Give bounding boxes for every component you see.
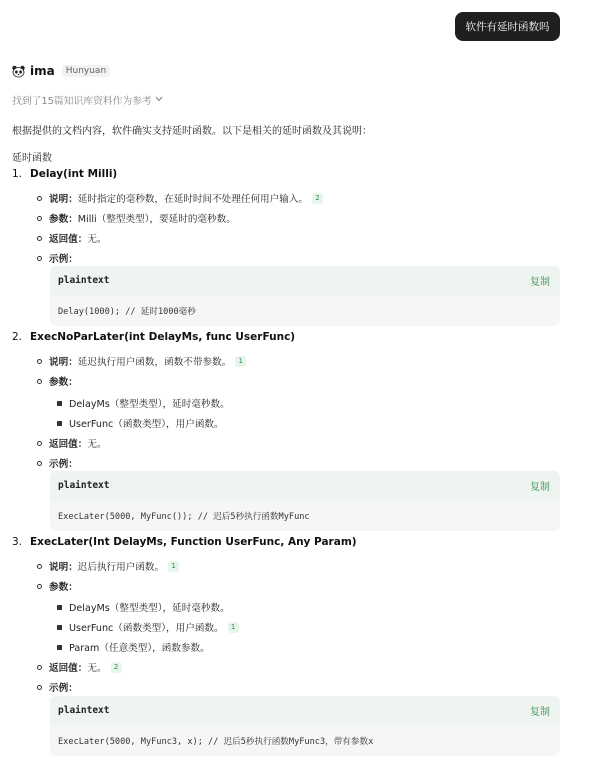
square-bullet-icon [57, 605, 62, 610]
param-text: DelayMs（整型类型），延时毫秒数。 [69, 603, 230, 614]
list-item-1-title [12, 168, 117, 180]
bot-header [12, 63, 110, 79]
return-text: 无。 [87, 439, 107, 450]
return-text: 无。 [87, 234, 107, 245]
label: 说明 [49, 562, 69, 573]
circle-bullet-icon [37, 196, 42, 201]
code-language: plaintext [58, 705, 110, 716]
params-text: Milli（整型类型），要延时的毫秒数。 [77, 214, 236, 225]
reference-badge[interactable]: 1 [228, 622, 239, 633]
circle-bullet-icon [37, 236, 42, 241]
reference-badge[interactable]: 1 [168, 561, 179, 572]
return-text: 无。 [87, 663, 107, 674]
references-label: 找到了15篇知识库资料作为参考 [12, 96, 152, 107]
code-content: ExecLater(5000, MyFunc3, x); // 迟后5秒执行函数MyFunc3，带有参数x [58, 736, 374, 747]
label: 说明 [49, 357, 69, 368]
list-item-2-title [12, 331, 295, 343]
param-item [57, 640, 210, 654]
param-item [57, 600, 230, 614]
code-content: ExecLater(5000, MyFunc()); // 迟后5秒执行函数MyFunc [58, 511, 310, 522]
description-text: 延时指定的毫秒数，在延时时间不处理任何用户输入。 [77, 194, 309, 205]
reference-badge[interactable]: 2 [312, 193, 323, 204]
item-2-params: 参数 ： [37, 374, 78, 388]
list-number: 1. [12, 168, 23, 180]
square-bullet-icon [57, 625, 62, 630]
square-bullet-icon [57, 401, 62, 406]
item-3-example: 示例 ： [37, 680, 78, 694]
function-signature: Delay(int Milli) [30, 168, 118, 180]
item-1-return: 返回值 ： 无。 [37, 231, 107, 245]
item-1-description: 说明 ： 延时指定的毫秒数，在延时时间不处理任何用户输入。 2 [37, 191, 323, 205]
item-1-example: 示例 ： [37, 251, 78, 265]
param-item [57, 416, 224, 430]
copy-button[interactable]: 复制 [530, 277, 550, 288]
panda-avatar-icon [12, 65, 25, 78]
copy-button[interactable]: 复制 [530, 482, 550, 493]
circle-bullet-icon [37, 256, 42, 261]
circle-bullet-icon [37, 685, 42, 690]
label: 示例 [49, 683, 69, 694]
circle-bullet-icon [37, 564, 42, 569]
code-header [50, 696, 560, 725]
list-number: 3. [12, 536, 23, 548]
label: 返回值 [49, 439, 78, 450]
circle-bullet-icon [37, 441, 42, 446]
param-text: UserFunc（函数类型），用户函数。 [69, 623, 224, 634]
label: 参数 [49, 214, 69, 225]
bot-name: ima [30, 64, 55, 78]
description-text: 迟后执行用户函数。 [77, 562, 165, 573]
code-content: Delay(1000); // 延时1000毫秒 [58, 306, 196, 317]
copy-button[interactable]: 复制 [530, 707, 550, 718]
item-3-description: 说明 ： 迟后执行用户函数。 1 [37, 559, 179, 573]
item-2-return: 返回值 ： 无。 [37, 436, 107, 450]
circle-bullet-icon [37, 379, 42, 384]
param-text: DelayMs（整型类型），延时毫秒数。 [69, 399, 230, 410]
code-block-1 [50, 266, 560, 326]
item-1-params: 参数 ： Milli（整型类型），要延时的毫秒数。 [37, 211, 236, 225]
code-header [50, 471, 560, 500]
list-item-3-title [12, 536, 357, 548]
label: 示例 [49, 254, 69, 265]
model-badge: Hunyuan [62, 65, 110, 77]
item-2-description: 说明 ： 延迟执行用户函数，函数不带参数。 1 [37, 354, 246, 368]
circle-bullet-icon [37, 359, 42, 364]
list-number: 2. [12, 331, 23, 343]
label: 参数 [49, 582, 69, 593]
function-signature: ExecNoParLater(int DelayMs, func UserFunc) [30, 331, 296, 343]
item-2-example: 示例 ： [37, 456, 78, 470]
section-title: 延时函数 [12, 153, 52, 164]
circle-bullet-icon [37, 665, 42, 670]
intro-text: 根据提供的文档内容，软件确实支持延时函数。以下是相关的延时函数及其说明： [12, 126, 372, 137]
item-3-return: 返回值 ： 无。 2 [37, 660, 122, 674]
label: 返回值 [49, 663, 78, 674]
code-language: plaintext [58, 275, 110, 286]
label: 返回值 [49, 234, 78, 245]
circle-bullet-icon [37, 461, 42, 466]
param-item [57, 396, 230, 410]
circle-bullet-icon [37, 216, 42, 221]
square-bullet-icon [57, 421, 62, 426]
circle-bullet-icon [37, 584, 42, 589]
chevron-down-icon [155, 95, 163, 105]
user-message-bubble: 软件有延时函数吗 [455, 12, 560, 41]
reference-badge[interactable]: 2 [111, 662, 122, 673]
code-block-2 [50, 471, 560, 531]
code-block-3 [50, 696, 560, 756]
description-text: 延迟执行用户函数，函数不带参数。 [77, 357, 232, 368]
label: 示例 [49, 459, 69, 470]
code-language: plaintext [58, 480, 110, 491]
param-text: Param（任意类型），函数参数。 [69, 643, 210, 654]
square-bullet-icon [57, 645, 62, 650]
code-header [50, 266, 560, 295]
item-3-params: 参数 ： [37, 579, 78, 593]
function-signature: ExecLater(Int DelayMs, Function UserFunc, Any Param) [30, 536, 357, 548]
reference-badge[interactable]: 1 [235, 356, 246, 367]
param-text: UserFunc（函数类型），用户函数。 [69, 419, 224, 430]
label: 说明 [49, 194, 69, 205]
references-toggle[interactable] [12, 93, 163, 107]
label: 参数 [49, 377, 69, 388]
param-item [57, 620, 239, 634]
